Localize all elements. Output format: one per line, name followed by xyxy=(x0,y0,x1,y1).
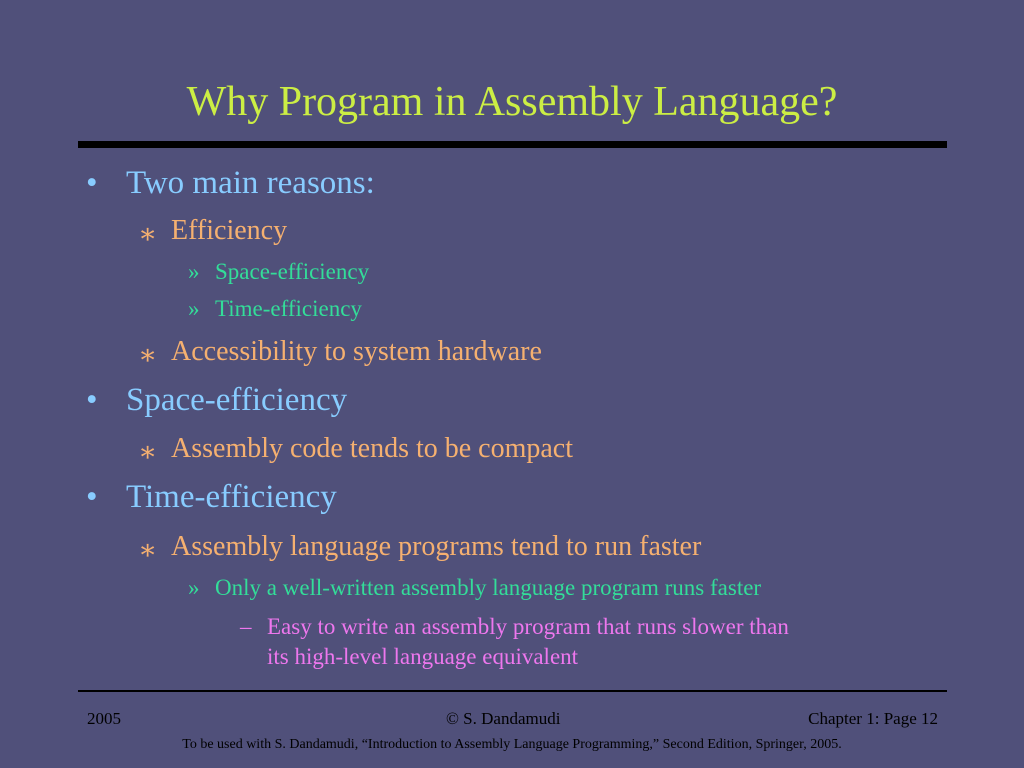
footer-page: Chapter 1: Page 12 xyxy=(808,709,938,728)
bullet-text: Space-efficiency xyxy=(126,382,348,418)
level4-text-line1: Easy to write an assembly program that runs slower than xyxy=(267,614,789,639)
slide-title: Why Program in Assembly Language? xyxy=(186,79,838,125)
footer-note: To be used with S. Dandamudi, “Introduction to Assembly Language Programming,” Second Edition, Springer, 2005. xyxy=(182,737,842,752)
subbullet-efficiency xyxy=(138,215,288,250)
subbullet-accessibility xyxy=(138,336,542,371)
subbullet-text: Efficiency xyxy=(171,215,288,246)
level4-marker: – xyxy=(240,614,252,639)
subsubbullet-text: Time-efficiency xyxy=(215,296,362,321)
subsubbullet-time-efficiency xyxy=(188,296,362,322)
bullet-marker: • xyxy=(86,165,98,201)
subbullet-marker: ∗ xyxy=(138,340,158,371)
subsubbullet-text: Only a well-written assembly language program runs faster xyxy=(215,575,762,600)
title-divider xyxy=(78,141,947,148)
subbullet-assembly-compact xyxy=(138,433,574,468)
footer-divider xyxy=(78,690,947,692)
subbullet-run-faster xyxy=(138,531,702,566)
subbullet-marker: ∗ xyxy=(138,219,158,250)
level4-bullet-easy-to-write xyxy=(240,612,789,672)
subbullet-text: Accessibility to system hardware xyxy=(171,336,542,367)
footer-author: © S. Dandamudi xyxy=(446,709,561,728)
bullet-two-main-reasons xyxy=(86,165,375,202)
footer-year: 2005 xyxy=(87,709,121,728)
level4-text-line2: its high-level language equivalent xyxy=(267,644,579,669)
bullet-text: Two main reasons: xyxy=(126,165,375,201)
subbullet-text: Assembly code tends to be compact xyxy=(171,433,574,464)
subsubbullet-marker: » xyxy=(188,259,200,284)
subsubbullet-text: Space-efficiency xyxy=(215,259,370,284)
subsubbullet-well-written xyxy=(188,575,761,601)
subbullet-marker: ∗ xyxy=(138,535,158,566)
bullet-marker: • xyxy=(86,382,98,418)
subbullet-marker: ∗ xyxy=(138,437,158,468)
bullet-marker: • xyxy=(86,479,98,515)
bullet-time-efficiency xyxy=(86,479,337,516)
bullet-space-efficiency xyxy=(86,382,347,419)
subsubbullet-marker: » xyxy=(188,575,200,600)
subbullet-text: Assembly language programs tend to run faster xyxy=(171,531,702,562)
subsubbullet-marker: » xyxy=(188,296,200,321)
subsubbullet-space-efficiency xyxy=(188,259,369,285)
bullet-text: Time-efficiency xyxy=(126,479,337,515)
